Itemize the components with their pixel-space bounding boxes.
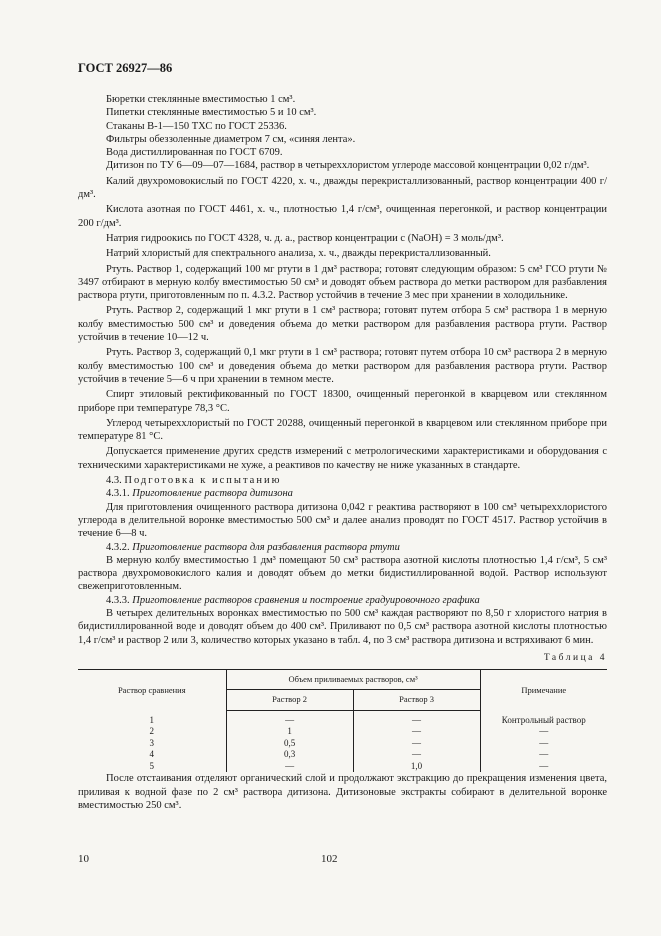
table-cell: — [226,761,353,773]
col-header-reference-solution: Раствор сравнения [78,670,226,711]
paragraph: Бюретки стеклянные вместимостью 1 см³. [106,94,296,105]
table-caption: Таблица 4 [543,652,607,663]
paragraph: Натрия гидроокись по ГОСТ 4328, ч. д. а., раствор концентрации c (NaOH) = 3 моль/дм³. [106,232,504,244]
table-cell: — [353,738,480,750]
paragraph: Кислота азотная по ГОСТ 4461, х. ч., плотностью 1,4 г/см³, очищенная перегонкой, и раствор концентрации 200 г/дм³. [78,204,607,229]
subsection-number: 4.3.2. [106,541,130,553]
paragraph: Калий двухромовокислый по ГОСТ 4220, х. ч., дважды перекристаллизованный, раствор концентрации 400 г/дм³. [78,175,607,201]
table-row [78,710,607,726]
page-number-center: 102 [321,853,338,865]
paragraph: Ртуть. Раствор 1, содержащий 100 мг ртути в 1 дм³ раствора; готовят следующим образом: 5 см³ ГСО ртути № 3497 отбирают в мерную колбу вместимостью 50 см³ и доводят объем раствора до метки раствором для разбавления раствора ртути, приготовленным по п. 4.3.2. Раствор устойчив в течение 3 мес при хранении в холодильнике. [78,263,607,302]
subsection-number: 4.3.3. [106,594,130,606]
paragraph: В четырех делительных воронках вместимостью по 500 см³ каждая растворяют по 8,50 г хлористого натрия в бидистиллированной воде и доводят объем до 400 см³. Приливают по 0,5 см³ раствора азотной кислоты плотностью 1,4 г/см³ и раствор 2 или 3, количество которых указано в табл. 4, по 3 см³ раствора дитизона и встряхивают 6 мин. [78,607,607,646]
paragraph: Натрий хлористый для спектрального анализа, х. ч., дважды перекристаллизованный. [106,248,491,260]
table-cell: Контрольный раствор [501,714,586,725]
paragraph: Ртуть. Раствор 2, содержащий 1 мкг ртути в 1 см³ раствора; готовят путем отбора 5 см³ раствора 1 в мерную колбу вместимостью 500 см³ и доведения объема до метки раствором для разбавления раствора ртути. Раствор устойчив в течение 10—12 ч. [78,305,607,344]
col-header-group: Объем приливаемых растворов, см³ [226,670,480,690]
section-heading [78,474,607,487]
table-cell: — [539,737,549,748]
paragraph: Дитизон по ТУ 6—09—07—1684, раствор в четыреххлористом углероде массовой концентрации 0,02 г/дм³. [106,160,590,172]
subsection-heading [78,541,607,554]
document-body [78,93,607,812]
paragraph: Для приготовления очищенного раствора дитизона 0,042 г реактива растворяют в 100 см³ четыреххлористого углерода в делительной воронке вместимостью 500 см³ и далее анализ проводят по ГОСТ 4517. Раствор устойчив в течение 6—8 ч. [78,501,607,540]
table-cell: — [353,749,480,761]
table-cell: 5 [78,761,226,773]
table-row [78,761,607,773]
table-cell: 2 [78,726,226,738]
table-cell: 0,5 [226,738,353,750]
col-header-note: Примечание [480,670,607,711]
paragraph: Спирт этиловый ректификованный по ГОСТ 18300, очищенный перегонкой в кварцевом или стеклянном приборе при температуре 78,3 °С. [78,389,607,414]
paragraph: Стаканы В-1—150 ТХС по ГОСТ 25336. [106,120,287,132]
subsection-title: Приготовление растворов сравнения и построение градуировочного графика [132,594,480,606]
subsection-title: Приготовление раствора для разбавления раствора ртути [132,541,400,553]
table-row [78,749,607,761]
table-cell: — [539,760,549,771]
table-cell: — [539,726,549,737]
paragraph: Ртуть. Раствор 3, содержащий 0,1 мкг ртути в 1 см³ раствора; готовят путем отбора 10 см³ раствора 2 в мерную колбу вместимостью 100 см³ и доведения объема до метки раствором для разбавления раствора ртути. Раствор устойчив в течение 5—6 ч при хранении в темном месте. [78,347,607,385]
paragraph: Пипетки стеклянные вместимостью 5 и 10 см³. [106,107,317,119]
table-cell: — [539,749,549,760]
document-header: ГОСТ 26927—86 [78,61,173,75]
paragraph: Допускается применение других средств измерений с метрологическими характеристиками и оборудования с техническими характеристиками не хуже, а реактивов по качеству не ниже указанных в стандарте. [78,446,607,471]
subsection-heading [78,594,607,607]
section-number: 4.3. [106,475,122,487]
page-number-left: 10 [78,853,89,865]
table-cell: 4 [78,749,226,761]
table-cell: — [353,726,480,738]
subsection-title: Приготовление раствора дитизона [132,488,293,500]
table-cell: — [226,710,353,726]
table-4 [78,669,607,772]
section-title: Подготовка к испытанию [124,475,282,487]
paragraph: Углерод четыреххлористый по ГОСТ 20288, очищенный перегонкой в кварцевом или стеклянном приборе при температуре 81 °С. [78,417,607,443]
col-header-solution-2: Раствор 2 [226,690,353,710]
paragraph: Фильтры обеззоленные диаметром 7 см, «синяя лента». [106,133,356,145]
table-cell: 0,3 [226,749,353,761]
paragraph: В мерную колбу вместимостью 1 дм³ помещают 50 см³ раствора азотной кислоты плотностью 1,4 г/см³, 5 см³ раствора двухромовокислого калия и доводят объем до метки бидистиллированной водой. Раствор используют свежеприготовленным. [78,554,607,593]
table-cell: 1 [226,726,353,738]
table-row [78,738,607,750]
subsection-number: 4.3.1. [106,488,130,500]
table-cell: — [353,710,480,726]
table-body [78,710,607,772]
table-cell: 1 [78,710,226,726]
paragraph: После отстаивания отделяют органический слой и продолжают экстракцию до прекращения изменения цвета, приливая к водной фазе по 2 см³ раствора дитизона. Дитизоновые экстракты собирают в делительной воронке вместимостью 250 см³. [78,773,607,811]
subsection-heading [78,487,607,500]
table-cell: 1,0 [353,761,480,773]
paragraph: Вода дистиллированная по ГОСТ 6709. [106,147,283,159]
col-header-solution-3: Раствор 3 [353,690,480,710]
table-row [78,726,607,738]
table-cell: 3 [78,738,226,750]
